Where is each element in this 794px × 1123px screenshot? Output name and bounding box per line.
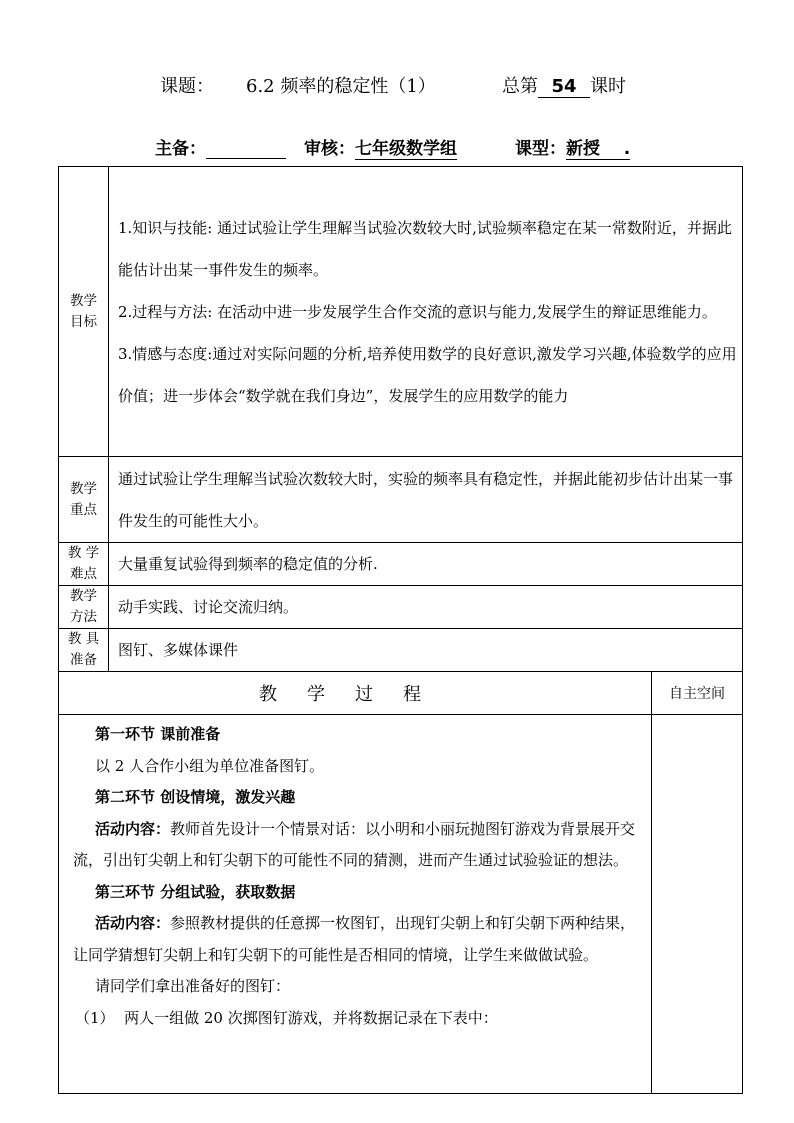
- process-heading: 教学过程: [59, 672, 652, 715]
- process-content: [59, 715, 652, 1094]
- total-prefix: 总第: [502, 76, 538, 97]
- tools-label: 教 具 准备: [59, 629, 109, 672]
- difficulties-row: [59, 543, 743, 586]
- objectives-content: [109, 167, 743, 457]
- section-title: 第三环节 分组试验，获取数据: [95, 882, 296, 901]
- total-suffix: 课时: [590, 76, 626, 97]
- title-prefix: 课题：: [160, 76, 214, 97]
- section-text: 以 2 人合作小组为单位准备图钉。: [95, 756, 325, 775]
- lesson-count: [502, 72, 626, 98]
- keypoints-row: [59, 457, 743, 543]
- keypoints-content: 通过试验让学生理解当试验次数较大时，实验的频率具有稳定性，并据此能初步估计出某一事件发生的可能性大小。: [109, 457, 743, 543]
- reviewer-label: 审核：: [304, 139, 355, 159]
- objective-item: 3.情感与态度:通过对实际问题的分析,培养使用数学的良好意识,激发学习兴趣,体验数学的应用价值；进一步体会“数学就在我们身边”，发展学生的应用数学的能力: [118, 344, 737, 405]
- objectives-label: 教学 目标: [59, 167, 109, 457]
- reviewer-value: 七年级数学组: [355, 139, 457, 159]
- keypoints-label: 教学 重点: [59, 457, 109, 543]
- tools-row: [59, 629, 743, 672]
- lesson-number: 54: [538, 76, 590, 98]
- type-value: 新授 .: [566, 139, 631, 159]
- objectives-row: [59, 167, 743, 457]
- preparer: [155, 134, 286, 159]
- section-text: 活动内容：教师首先设计一个情景对话：以小明和小丽玩抛图钉游戏为背景展开交流，引出钉尖朝上和钉尖朝下的可能性不同的猜测，进而产生通过试验验证的想法。: [73, 819, 636, 869]
- methods-label: 教学 方法: [59, 586, 109, 629]
- lesson-topic: 6.2 频率的稳定性（1）: [246, 76, 436, 97]
- lesson-type: [515, 134, 630, 159]
- difficulties-content: 大量重复试验得到频率的稳定值的分析.: [109, 543, 743, 586]
- space-column: [652, 715, 743, 1094]
- methods-row: [59, 586, 743, 629]
- difficulties-label: 教 学 难点: [59, 543, 109, 586]
- process-header-row: [59, 672, 743, 715]
- lesson-plan-table: [58, 166, 743, 1094]
- section-title: 第二环节 创设情境，激发兴趣: [95, 788, 296, 806]
- section-text: 活动内容：参照教材提供的任意掷一枚图钉，出现钉尖朝上和钉尖朝下两种结果，让同学猜想钉尖朝上和钉尖朝下的可能性是否相同的情境，让学生来做做试验。: [73, 914, 636, 964]
- process-body-row: [59, 715, 743, 1094]
- section-prompt: 请同学们拿出准备好的图钉：: [95, 977, 291, 995]
- type-label: 课型：: [515, 139, 566, 159]
- objective-item: 2.过程与方法: 在活动中进一步发展学生合作交流的意识与能力,发展学生的辩证思维能力。: [118, 302, 717, 321]
- objective-item: 1.知识与技能: 通过试验让学生理解当试验次数较大时,试验频率稳定在某一常数附近，并据此能估计出某一事件发生的频率。: [118, 218, 732, 279]
- reviewer: [304, 134, 457, 159]
- step-item: （1） 两人一组做 20 次掷图钉游戏，并将数据记录在下表中：: [75, 1008, 498, 1027]
- methods-content: 动手实践、讨论交流归纳。: [109, 586, 743, 629]
- tools-content: 图钉、多媒体课件: [109, 629, 743, 672]
- preparer-blank: [206, 140, 286, 159]
- space-heading: 自主空间: [652, 672, 743, 715]
- preparer-label: 主备：: [155, 139, 206, 159]
- section-title: 第一环节 课前准备: [95, 725, 221, 743]
